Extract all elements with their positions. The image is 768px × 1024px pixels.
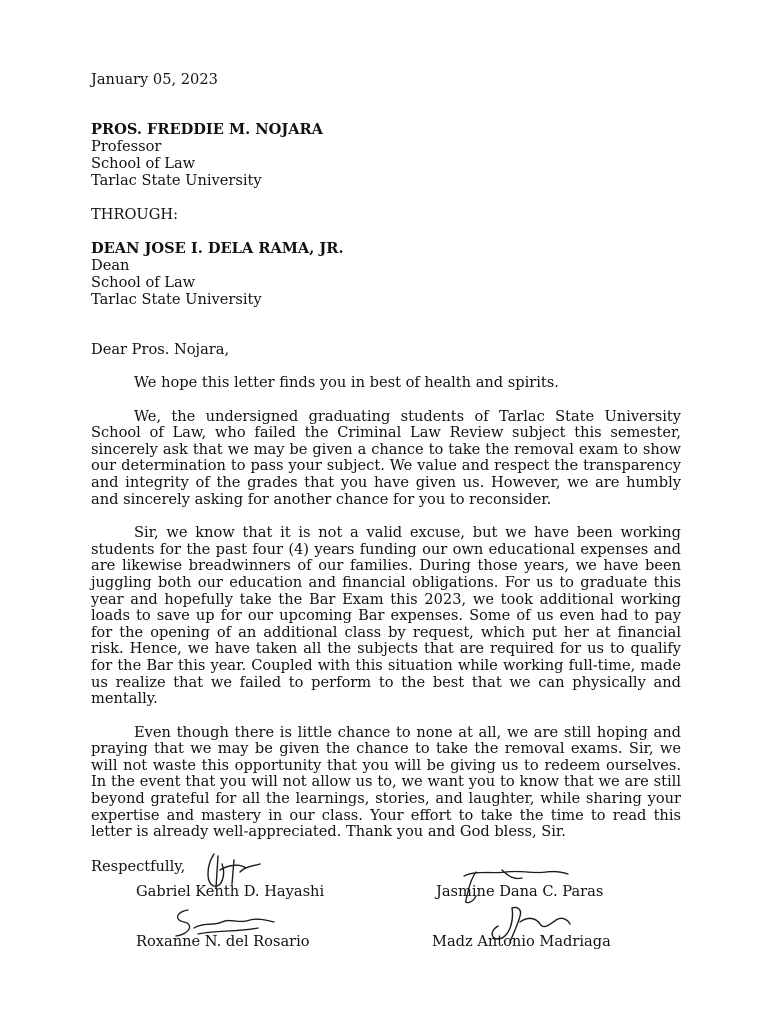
recipient-name: PROS. FREDDIE M. NOJARA: [91, 121, 323, 138]
through-block: [91, 240, 681, 308]
signatory-name-1: Gabriel Kenth D. Hayashi: [136, 883, 325, 900]
through-department: School of Law: [91, 274, 196, 291]
recipient-title: Professor: [91, 138, 162, 155]
closing: Respectfully,: [91, 857, 186, 875]
through-title: Dean: [91, 257, 130, 274]
paragraph-greeting: We hope this letter finds you in best of health and spirits.: [134, 374, 559, 391]
paragraph-circumstances: Sir, we know that it is not a valid excuse, but we have been working students for the past four (4) years funding our own educational expenses and are likewise breadwinners of our families. During those years, we have been juggling both our education and financial obligations. For us to graduate this year and hopefully take the Bar Exam this 2023, we took additional working loads to save up for our upcoming Bar expenses. Some of us even had to pay for the opening of an additional class by request, which put her at financial risk. Hence, we have taken all the subjects that are required for us to qualify for the Bar this year. Coupled with this situation while working full-time, made us realize that we failed to perform to the best that we can physically and mentally.: [91, 524, 681, 708]
through-name: DEAN JOSE I. DELA RAMA, JR.: [91, 240, 344, 257]
letter-date: January 05, 2023: [91, 71, 218, 88]
recipient-institution: Tarlac State University: [91, 172, 262, 189]
signatory-name-3: Roxanne N. del Rosario: [136, 933, 310, 950]
recipient-department: School of Law: [91, 155, 196, 172]
signatory-name-2: Jasmine Dana C. Paras: [436, 883, 604, 900]
paragraph-closing-plea: Even though there is little chance to none at all, we are still hoping and praying that we may be given the chance to take the removal exams. Sir, we will not waste this opportunity that you will be giving us to redeem ourselves. In the event that you will not allow us to, we want you to know that we are still beyond grateful for all the learnings, stories, and laughter, while sharing your expertise and mastery in our class. Your effort to take the time to read this letter is already well-appreciated. Thank you and God bless, Sir.: [91, 723, 681, 841]
through-label: THROUGH:: [91, 206, 179, 223]
recipient-block: [91, 121, 681, 189]
salutation: Dear Pros. Nojara,: [91, 341, 230, 358]
through-institution: Tarlac State University: [91, 291, 262, 308]
letter-body: [91, 71, 681, 875]
signatory-name-4: Madz Antonio Madriaga: [432, 933, 611, 950]
paragraph-request: We, the undersigned graduating students of Tarlac State University School of Law, who failed the Criminal Law Review subject this semester, sincerely ask that we may be given a chance to take the removal exam to show our determination to pass your subject. We value and respect the transparency and integrity of the grades that you have given us. However, we are humbly and sincerely asking for another chance for you to reconsider.: [91, 407, 681, 508]
